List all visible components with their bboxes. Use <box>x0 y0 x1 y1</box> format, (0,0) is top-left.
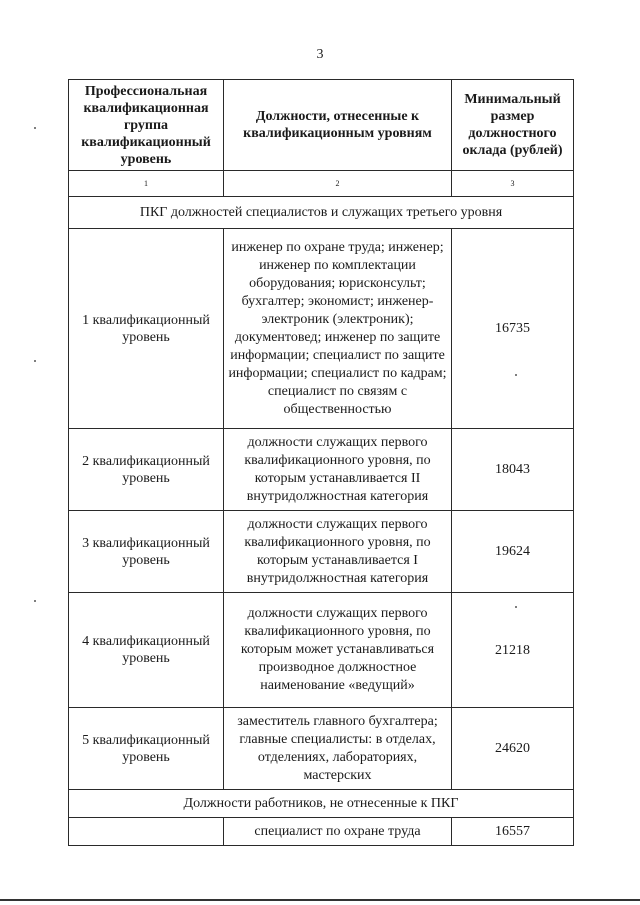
column-number: 2 <box>224 171 452 197</box>
level-cell: 4 квалификационный уровень <box>69 593 224 708</box>
salary-cell: 21218 <box>452 593 574 708</box>
salary-cell: 18043 <box>452 429 574 511</box>
scan-speck <box>34 360 36 362</box>
section-title: ПКГ должностей специалистов и служащих третьего уровня <box>69 197 574 229</box>
salary-cell: 24620 <box>452 708 574 790</box>
positions-cell: должности служащих первого квалификационного уровня, по которым может устанавливаться производное должностное наименование «ведущий» <box>224 593 452 708</box>
header-positions: Должности, отнесенные к квалификационным уровням <box>224 80 452 171</box>
salary-cell: 16735 <box>452 229 574 429</box>
page-number: 3 <box>316 47 324 62</box>
positions-cell: должности служащих первого квалификационного уровня, по которым устанавливается I внутридолжностная категория <box>224 511 452 593</box>
positions-cell: заместитель главного бухгалтера; главные специалисты: в отделах, отделениях, лабораториях, мастерских <box>224 708 452 790</box>
table-row <box>69 229 574 429</box>
section-row <box>69 197 574 229</box>
section-title: Должности работников, не отнесенные к ПКГ <box>69 790 574 818</box>
column-number: 1 <box>69 171 224 197</box>
salary-table <box>68 79 574 846</box>
section-row <box>69 790 574 818</box>
level-cell: 2 квалификационный уровень <box>69 429 224 511</box>
positions-cell: инженер по охране труда; инженер; инженер по комплектации оборудования; юрисконсульт; бухгалтер; экономист; инженер-электроник (электроник); документовед; инженер по защите информации; специалист по защите информации; специалист по кадрам; специалист по связям с общественностью <box>224 229 452 429</box>
level-cell: 5 квалификационный уровень <box>69 708 224 790</box>
table-row <box>69 593 574 708</box>
scan-speck <box>515 606 517 608</box>
level-cell: 3 квалификационный уровень <box>69 511 224 593</box>
salary-cell: 16557 <box>452 818 574 846</box>
header-min-salary: Минимальный размер должностного оклада (рублей) <box>452 80 574 171</box>
scan-speck <box>34 127 36 129</box>
page-bottom-edge <box>0 899 640 901</box>
positions-cell: должности служащих первого квалификационного уровня, по которым устанавливается II внутридолжностная категория <box>224 429 452 511</box>
level-cell: 1 квалификационный уровень <box>69 229 224 429</box>
table-header-row <box>69 80 574 171</box>
column-numbers-row <box>69 171 574 197</box>
scan-speck <box>34 600 36 602</box>
level-cell <box>69 818 224 846</box>
table-row <box>69 708 574 790</box>
table-row <box>69 818 574 846</box>
column-number: 3 <box>452 171 574 197</box>
table-row <box>69 429 574 511</box>
header-qualification-group: Профессиональная квалификационная группа квалификационный уровень <box>69 80 224 171</box>
salary-cell: 19624 <box>452 511 574 593</box>
table-row <box>69 511 574 593</box>
scan-speck <box>515 374 517 376</box>
positions-cell: специалист по охране труда <box>224 818 452 846</box>
